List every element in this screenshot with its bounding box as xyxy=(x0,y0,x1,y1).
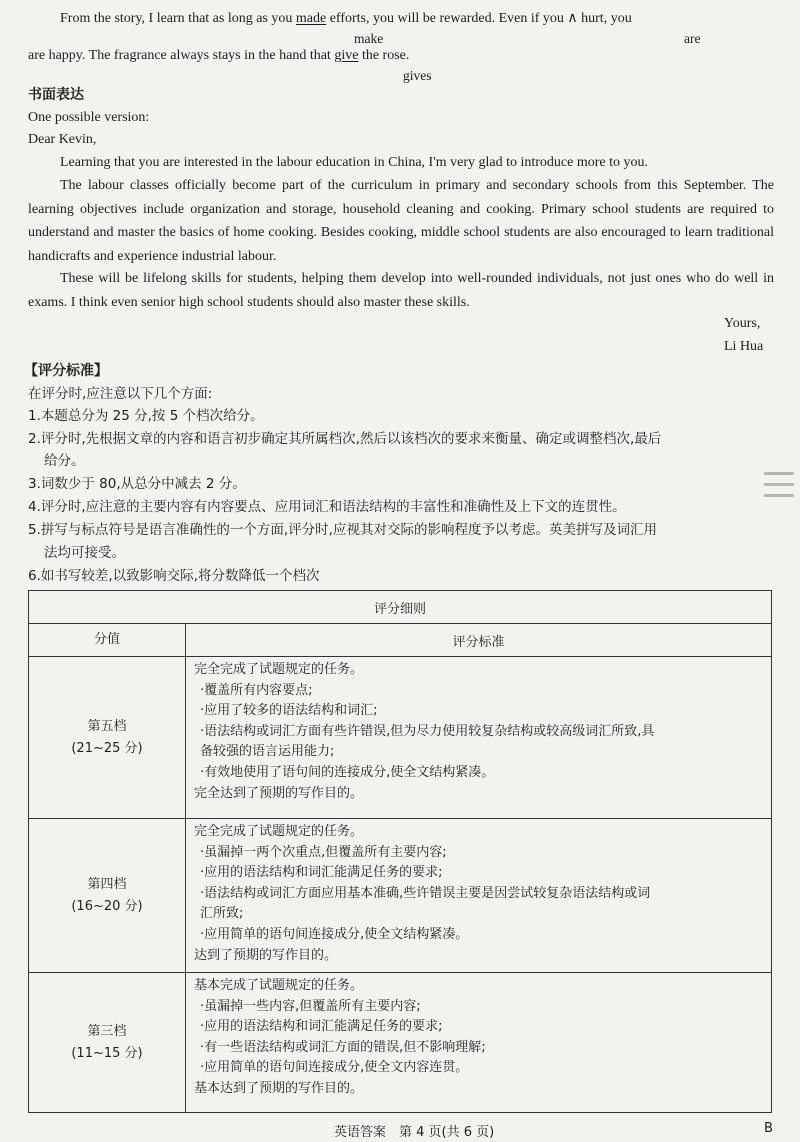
standard-line: ·应用简单的语句间连接成分,使全文内容连贯。 xyxy=(200,1060,469,1076)
level-range: (11~15 分) xyxy=(71,1045,143,1061)
level-cell xyxy=(29,819,186,973)
correction-line-1 xyxy=(60,10,632,28)
standard-line: ·语法结构或词汇方面有些许错误,但为尽力使用较复杂结构或较高级词汇所致,具 xyxy=(200,723,655,739)
version-label: One possible version: xyxy=(28,110,150,125)
column-header-score: 分值 xyxy=(29,624,186,657)
table-row xyxy=(29,657,772,819)
correction-text: hurt, you xyxy=(577,11,632,26)
level-cell xyxy=(29,973,186,1113)
standard-line: 达到了预期的写作目的。 xyxy=(194,947,338,963)
standard-line: 基本完成了试题规定的任务。 xyxy=(194,978,364,993)
standard-line: ·虽漏掉一些内容,但覆盖所有主要内容; xyxy=(200,998,421,1014)
column-header-standard: 评分标准 xyxy=(186,624,772,657)
standard-line: ·有一些语法结构或词汇方面的错误,但不影响理解; xyxy=(200,1039,486,1055)
underlined-word: made xyxy=(295,11,327,26)
criteria-item: 法均可接受。 xyxy=(44,545,125,561)
criteria-item: 4.评分时,应注意的主要内容有内容要点、应用词汇和语法结构的丰富性和准确性及上下文的连贯性。 xyxy=(28,499,626,515)
standard-line: ·有效地使用了语句间的连接成分,使全文结构紧凑。 xyxy=(200,764,495,780)
level-name: 第四档 xyxy=(87,876,127,892)
criteria-item: 2.评分时,先根据文章的内容和语言初步确定其所属档次,然后以该档次的要求来衡量、确定或调整档次,最后 xyxy=(28,431,662,447)
standard-line: ·应用简单的语句间连接成分,使全文结构紧凑。 xyxy=(200,926,469,942)
correction-line-2 xyxy=(28,47,409,65)
standard-line: ·语法结构或词汇方面应用基本准确,些许错误主要是因尝试较复杂语法结构或词 xyxy=(200,885,651,901)
standard-line: ·覆盖所有内容要点; xyxy=(200,682,313,698)
criteria-intro: 在评分时,应注意以下几个方面: xyxy=(28,386,213,402)
insertion-caret: ∧ xyxy=(567,11,578,26)
letter-closing: Yours, xyxy=(724,316,761,331)
writing-heading: 书面表达 xyxy=(28,87,84,103)
correction-text: From the story, I learn that as long as you xyxy=(60,11,296,26)
standard-cell xyxy=(186,657,772,819)
level-range: (16~20 分) xyxy=(71,898,143,914)
level-name: 第五档 xyxy=(87,718,127,734)
criteria-item: 5.拼写与标点符号是语言准确性的一个方面,评分时,应视其对交际的影响程度予以考虑。英美拼写及词汇用 xyxy=(28,522,657,538)
standard-line: 基本达到了预期的写作目的。 xyxy=(194,1080,364,1096)
correction-text: the rose. xyxy=(358,48,410,63)
correction-fix-make: make xyxy=(354,31,384,46)
standard-line: 完全达到了预期的写作目的。 xyxy=(194,785,364,801)
correction-fix-are: are xyxy=(684,31,701,46)
criteria-heading: 【评分标准】 xyxy=(24,363,108,379)
scoring-table xyxy=(28,590,772,1113)
standard-line: 汇所致; xyxy=(200,906,244,922)
hamburger-menu-icon[interactable] xyxy=(764,472,794,505)
level-cell xyxy=(29,657,186,819)
page-footer: 英语答案 第 4 页(共 6 页) xyxy=(334,1125,495,1140)
letter-greeting: Dear Kevin, xyxy=(28,132,97,147)
correction-text: are happy. The fragrance always stays in the hand that xyxy=(28,48,335,63)
criteria-item: 3.词数少于 80,从总分中减去 2 分。 xyxy=(28,476,246,492)
letter-paragraph-2: The labour classes officially become part of the curriculum in primary and secondary schools from this September. The learning objectives include organization and storage, household cleaning and cooking. Primary school students are required to understand and master the basics of home cooking. Besides cooking, middle school students are also encouraged to learn traditional handicrafts and experience industrial labour. xyxy=(28,178,774,264)
standard-line: 备较强的语言运用能力; xyxy=(200,744,335,760)
standard-line: ·虽漏掉一两个次重点,但覆盖所有主要内容; xyxy=(200,844,447,860)
table-row xyxy=(29,973,772,1113)
letter-signature: Li Hua xyxy=(724,339,764,354)
standard-line: ·应用的语法结构和词汇能满足任务的要求; xyxy=(200,865,443,881)
standard-line: ·应用的语法结构和词汇能满足任务的要求; xyxy=(200,1019,443,1035)
standard-line: ·应用了较多的语法结构和词汇; xyxy=(200,703,378,719)
standard-cell xyxy=(186,973,772,1113)
letter-paragraph-1: Learning that you are interested in the labour education in China, I'm very glad to introduce more to you. xyxy=(60,155,649,170)
standard-line: 完全完成了试题规定的任务。 xyxy=(194,662,364,677)
correction-text: efforts, you will be rewarded. Even if you xyxy=(326,11,568,26)
level-name: 第三档 xyxy=(87,1023,127,1039)
standard-line: 完全完成了试题规定的任务。 xyxy=(194,824,364,839)
correction-fix-gives: gives xyxy=(403,68,432,83)
criteria-item: 给分。 xyxy=(44,453,85,469)
level-range: (21~25 分) xyxy=(71,740,143,756)
criteria-item: 6.如书写较差,以致影响交际,将分数降低一个档次 xyxy=(28,568,320,584)
standard-cell xyxy=(186,819,772,973)
page-version-letter: B xyxy=(764,1121,773,1136)
underlined-word: give xyxy=(334,48,359,63)
letter-paragraph-3: These will be lifelong skills for students, helping them develop into well-rounded individuals, not just ones who do well in exams. I think even senior high school students should also master these skills. xyxy=(28,271,774,310)
table-title: 评分细则 xyxy=(29,591,772,624)
criteria-item: 1.本题总分为 25 分,按 5 个档次给分。 xyxy=(28,408,264,424)
table-row xyxy=(29,819,772,973)
